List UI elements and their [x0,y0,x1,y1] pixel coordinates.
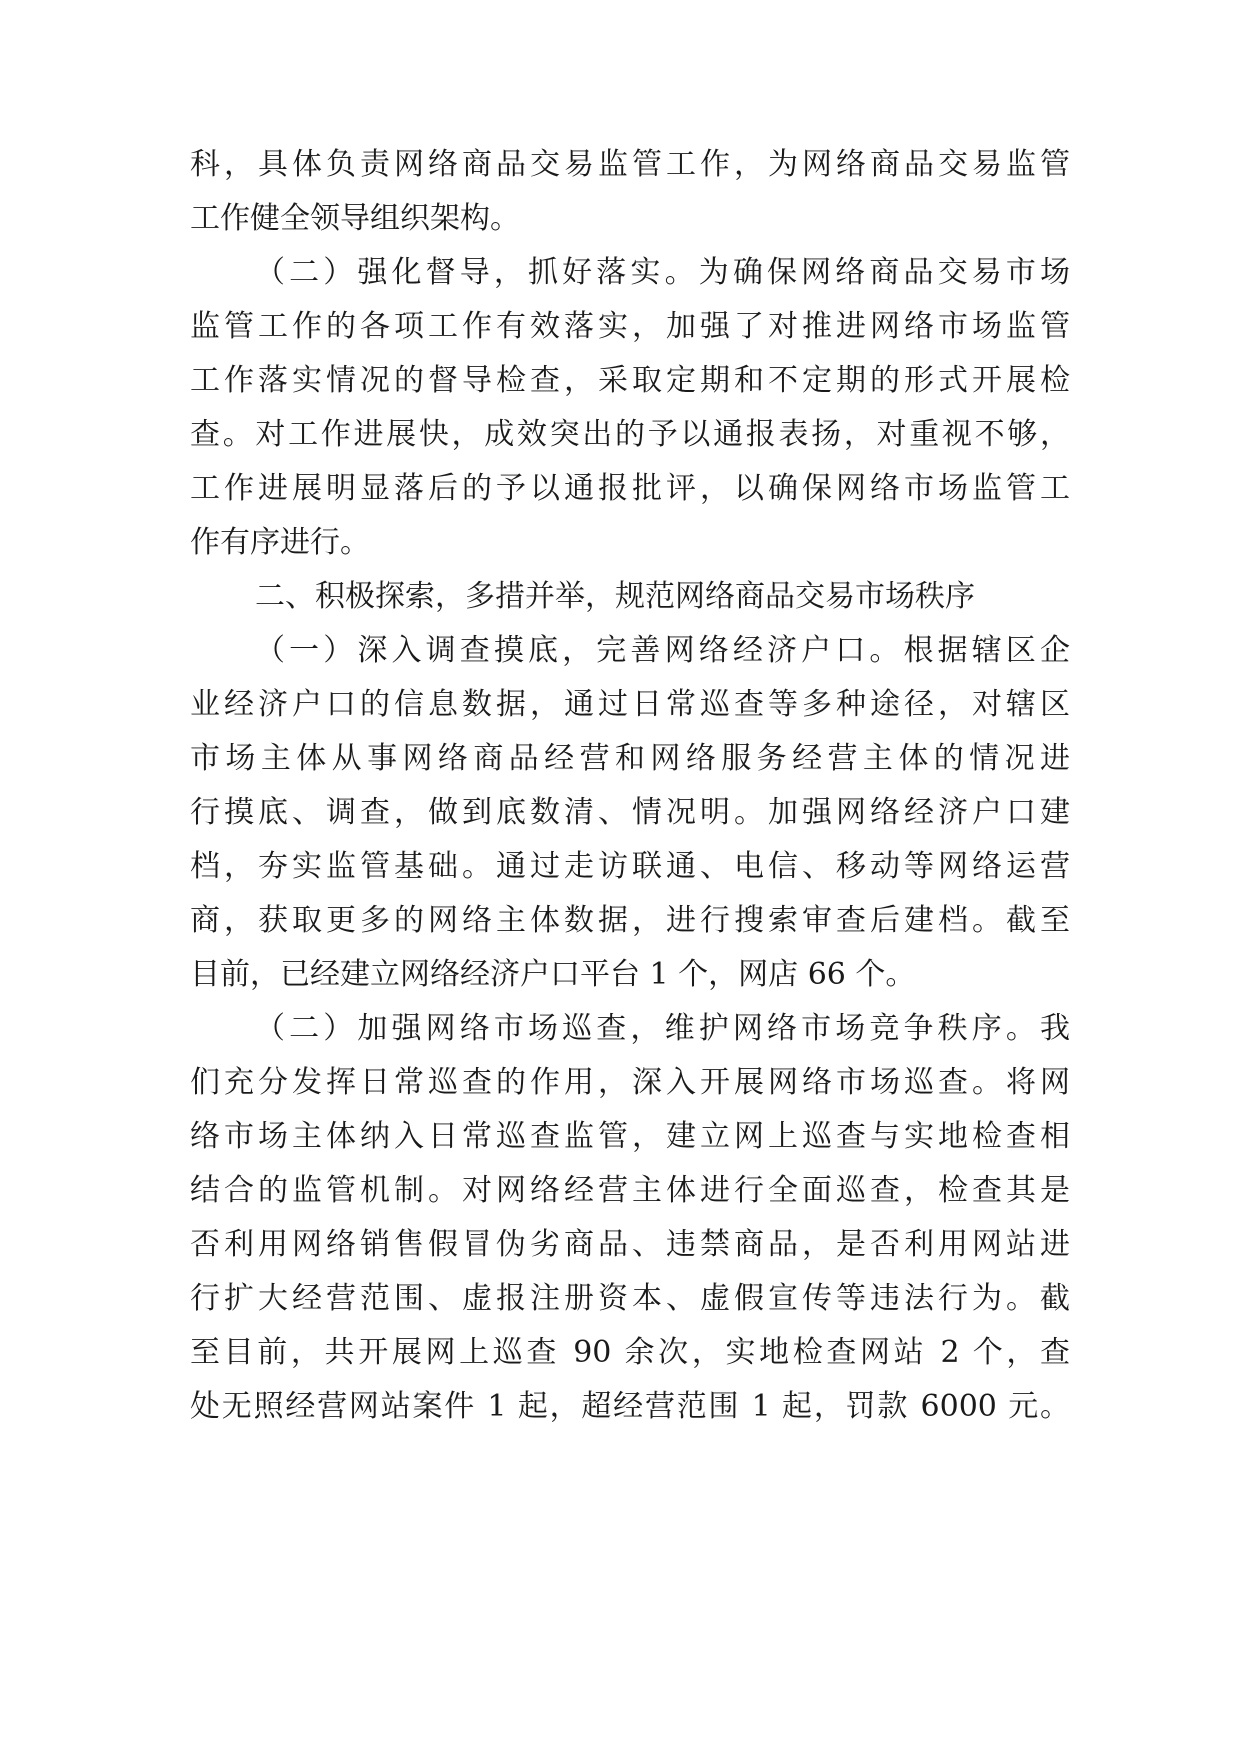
body-text-line: 络市场主体纳入日常巡查监管，建立网上巡查与实地检查相 [190,1119,1070,1154]
body-text-line: 们充分发挥日常巡查的作用，深入开展网络市场巡查。将网 [190,1065,1070,1100]
body-text-line: 工作健全领导组织架构。 [190,201,520,236]
body-text-line: 至目前，共开展网上巡查 90 余次，实地检查网站 2 个，查 [190,1335,1070,1370]
body-text-line: 处无照经营网站案件 1 起，超经营范围 1 起，罚款 6000 元。 [190,1389,1070,1424]
body-text-line: 结合的监管机制。对网络经营主体进行全面巡查，检查其是 [190,1173,1070,1208]
body-text-line: 行摸底、调查，做到底数清、情况明。加强网络经济户口建 [190,795,1070,830]
body-text-line: 科，具体负责网络商品交易监管工作，为网络商品交易监管 [190,147,1070,182]
body-text-line: 工作进展明显落后的予以通报批评，以确保网络市场监管工 [190,471,1070,506]
body-text-line: 目前，已经建立网络经济户口平台 1 个，网店 66 个。 [190,957,916,992]
body-text-line: 市场主体从事网络商品经营和网络服务经营主体的情况进 [190,741,1070,776]
section-heading-line: （二）加强网络市场巡查，维护网络市场竞争秩序。我 [255,1011,1070,1046]
section-heading-line: （二）强化督导，抓好落实。为确保网络商品交易市场 [255,255,1070,290]
body-text-line: 档，夯实监管基础。通过走访联通、电信、移动等网络运营 [190,849,1070,884]
body-text-line: 业经济户口的信息数据，通过日常巡查等多种途径，对辖区 [190,687,1070,722]
section-heading-line: （一）深入调查摸底，完善网络经济户口。根据辖区企 [255,633,1070,668]
body-text-line: 商，获取更多的网络主体数据，进行搜索审查后建档。截至 [190,903,1070,938]
body-text-line: 查。对工作进展快，成效突出的予以通报表扬，对重视不够， [190,417,1070,452]
body-text-line: 工作落实情况的督导检查，采取定期和不定期的形式开展检 [190,363,1070,398]
body-text-line: 作有序进行。 [190,525,370,560]
body-text-line: 否利用网络销售假冒伪劣商品、违禁商品，是否利用网站进 [190,1227,1070,1262]
body-text-line: 监管工作的各项工作有效落实，加强了对推进网络市场监管 [190,309,1070,344]
body-text-line: 行扩大经营范围、虚报注册资本、虚假宣传等违法行为。截 [190,1281,1070,1316]
chapter-heading-line: 二、积极探索，多措并举，规范网络商品交易市场秩序 [255,579,975,614]
